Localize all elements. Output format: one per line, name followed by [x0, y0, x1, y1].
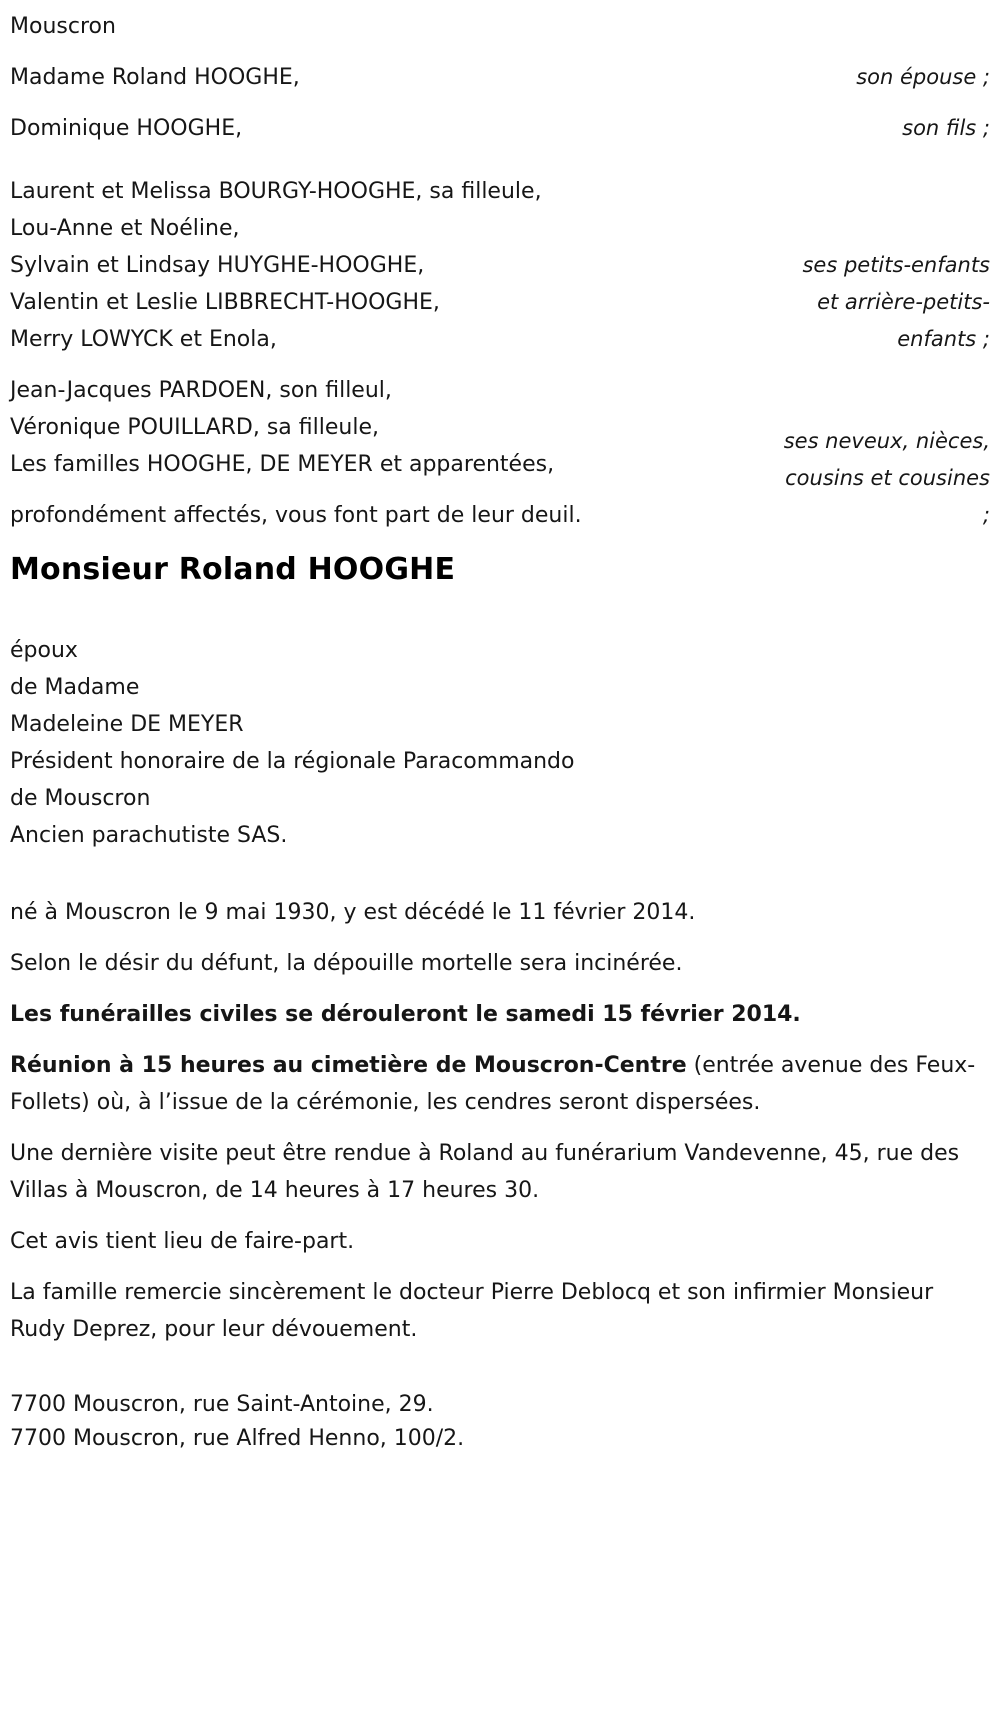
- family-member: Jean-Jacques PARDOEN, son filleul,: [10, 378, 392, 403]
- family-member: Merry LOWYCK et Enola,: [10, 327, 277, 352]
- relation-qualifier-grandchildren: [802, 247, 990, 358]
- address-line: 7700 Mouscron, rue Saint-Antoine, 29.: [10, 1392, 434, 1417]
- qualifier-line: cousins et cousines: [785, 466, 990, 490]
- relation-qualifier-son: son fils ;: [902, 116, 990, 140]
- relation-qualifier-spouse: son épouse ;: [856, 65, 990, 89]
- family-member: Lou-Anne et Noéline,: [10, 216, 240, 241]
- funeral-line: Les funérailles civiles se dérouleront le samedi 15 février 2014.: [10, 1002, 801, 1027]
- qualifier-line: enfants ;: [897, 327, 990, 351]
- detail-line: Président honoraire de la régionale Paracommando: [10, 749, 575, 774]
- qualifier-line: ses neveux, nièces,: [783, 429, 990, 453]
- affected-line: profondément affectés, vous font part de leur deuil.: [10, 503, 582, 528]
- address-line: 7700 Mouscron, rue Alfred Henno, 100/2.: [10, 1426, 465, 1451]
- family-member: Valentin et Leslie LIBBRECHT-HOOGHE,: [10, 290, 440, 315]
- detail-line: époux: [10, 638, 78, 663]
- birth-death-line: né à Mouscron le 9 mai 1930, y est décédé le 11 février 2014.: [10, 900, 696, 925]
- qualifier-line: ;: [982, 503, 990, 527]
- thanks-paragraph: La famille remercie sincèrement le docteur Pierre Deblocq et son infirmier Monsieur Rudy Deprez, pour leur dévouement.: [10, 1280, 934, 1342]
- gathering-bold-part: Réunion à 15 heures au cimetière de Mouscron-Centre: [10, 1053, 687, 1078]
- address-block: [10, 1388, 990, 1456]
- family-member: Sylvain et Lindsay HUYGHE-HOOGHE,: [10, 253, 425, 278]
- deceased-details: [10, 632, 990, 854]
- family-member: Laurent et Melissa BOURGY-HOOGHE, sa filleule,: [10, 179, 542, 204]
- qualifier-line: ses petits-enfants: [802, 253, 990, 277]
- family-member: Madame Roland HOOGHE,: [10, 65, 300, 90]
- family-member: Dominique HOOGHE,: [10, 116, 243, 141]
- qualifier-line: et arrière-petits-: [817, 290, 990, 314]
- detail-line: Madeleine DE MEYER: [10, 712, 244, 737]
- family-member: Véronique POUILLARD, sa filleule,: [10, 415, 379, 440]
- family-member: Les familles HOOGHE, DE MEYER et apparentées,: [10, 452, 555, 477]
- detail-line: de Madame: [10, 675, 140, 700]
- gathering-rest-part: (entrée avenue des Feux-Follets) où, à l’issue de la cérémonie, les cendres seront dispersées.: [10, 1053, 976, 1115]
- deceased-name-heading: Monsieur Roland HOOGHE: [10, 552, 456, 587]
- family-group-son: [10, 110, 990, 147]
- visit-paragraph: Une dernière visite peut être rendue à Roland au funérarium Vandevenne, 45, rue des Villas à Mouscron, de 14 heures à 17 heures 30.: [10, 1141, 960, 1203]
- family-group-nephews: [10, 372, 990, 534]
- detail-line: Ancien parachutiste SAS.: [10, 823, 288, 848]
- detail-line: de Mouscron: [10, 786, 151, 811]
- gathering-paragraph: [10, 1047, 990, 1121]
- family-group-grandchildren: [10, 173, 990, 358]
- city-line: Mouscron: [10, 14, 116, 39]
- relation-qualifier-nephews: [784, 423, 990, 534]
- family-group-spouse: [10, 59, 990, 96]
- faire-part-line: Cet avis tient lieu de faire-part.: [10, 1229, 355, 1254]
- cremation-line: Selon le désir du défunt, la dépouille mortelle sera incinérée.: [10, 951, 683, 976]
